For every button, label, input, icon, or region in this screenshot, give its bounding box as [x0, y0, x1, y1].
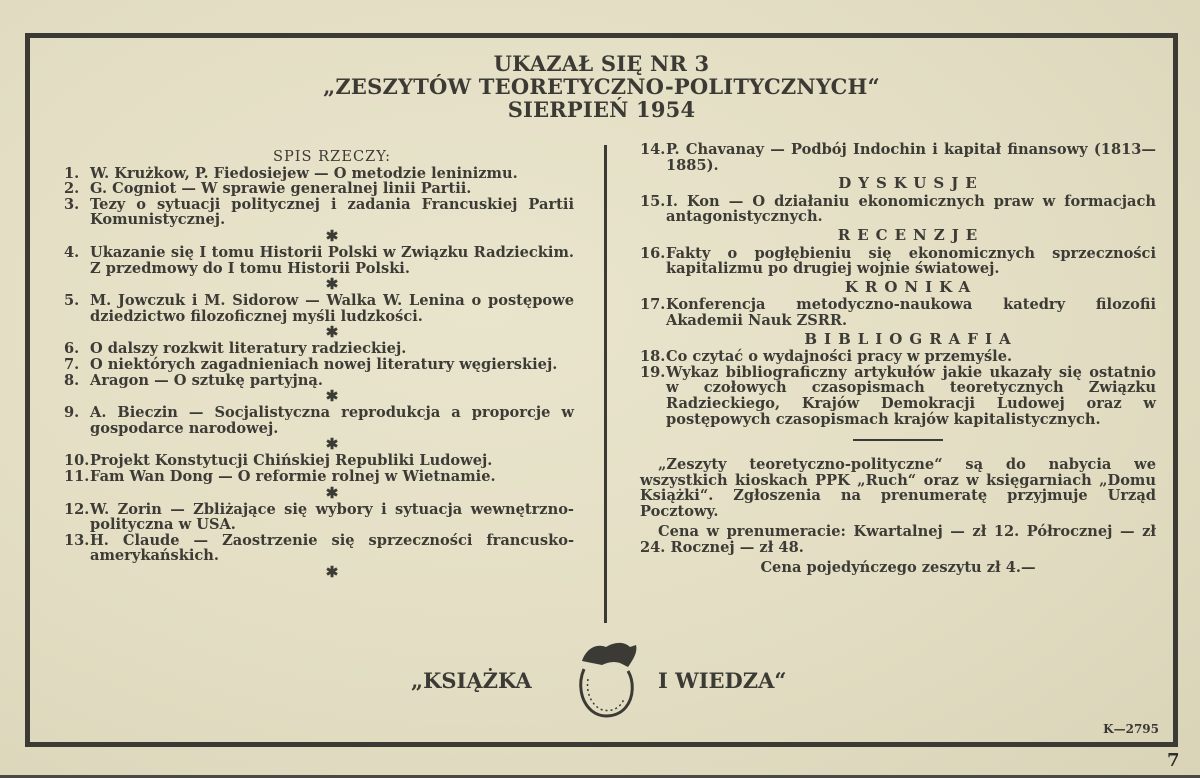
toc-item: 12. W. Zorin — Zbliżające się wybory i sytuacja wewnętrzno-polityczna w USA.	[64, 500, 574, 534]
asterisk-separator-icon: ✱	[325, 226, 339, 245]
toc-item: 6. O dalszy rozkwit literatury radzieckiej.	[64, 340, 407, 358]
toc-right-column	[640, 142, 1156, 575]
toc-item: 3. Tezy o sytuacji politycznej i zadania Francuskiej Partii Komunistycznej.	[64, 195, 574, 229]
section-heading-recenzje: RECENZJE	[837, 225, 985, 244]
availability-note: „Zeszyty teoretyczno-polityczne“ są do nabycia we wszystkich kioskach PPK „Ruch“ oraz w księgarniach „Domu Książki“. Zgłoszenia na prenumeratę przyjmuje Urząd Pocztowy.	[640, 456, 1156, 520]
toc-item: 2. G. Cogniot — W sprawie generalnej linii Partii.	[64, 180, 472, 198]
page-number: 7	[1167, 750, 1180, 771]
publisher-name-left: „KSIĄŻKA	[411, 668, 532, 693]
asterisk-separator-icon: ✱	[325, 275, 339, 294]
toc-item: 18. Co czytać o wydajności pracy w przemyśle.	[640, 348, 1013, 366]
column-divider	[604, 145, 607, 623]
toc-title: SPIS RZECZY:	[272, 148, 392, 165]
single-issue-price: Cena pojedyńczego zeszytu zł 4.—	[760, 558, 1036, 576]
horizontal-rule	[853, 439, 943, 441]
catalog-code: K—2795	[1103, 722, 1159, 736]
header-line-2: „ZESZYTÓW TEORETYCZNO-POLITYCZNYCH“	[323, 74, 880, 99]
asterisk-separator-icon: ✱	[325, 323, 339, 342]
asterisk-separator-icon: ✱	[325, 483, 339, 502]
publisher-name-right: I WIEDZA“	[658, 668, 787, 693]
toc-item: 15. I. Kon — O działaniu ekonomicznych praw w formacjach antagonistycznych.	[640, 192, 1156, 226]
toc-item: 13. H. Claude — Zaostrzenie się sprzeczności francusko-amerykańskich.	[64, 531, 574, 565]
section-heading-dyskusje: DYSKUSJE	[838, 174, 984, 193]
advertisement-frame	[25, 33, 1178, 747]
asterisk-separator-icon: ✱	[325, 562, 339, 581]
publisher-emblem-icon	[572, 639, 644, 719]
header-line-3: SIERPIEŃ 1954	[507, 97, 696, 122]
subscription-prices: Cena w prenumeracie: Kwartalnej — zł 12. Półrocznej — zł 24. Rocznej — zł 48.	[640, 523, 1156, 557]
announcement-header	[30, 52, 1173, 121]
toc-item: 14. P. Chavanay — Podbój Indochin i kapitał finansowy (1813—1885).	[640, 141, 1156, 174]
toc-item: 19. Wykaz bibliograficzny artykułów jakie ukazały się ostatnio w czołowych czasopismach teoretycznych Związku Radzieckiego, Krajów Demokracji Ludowej oraz w postępowych czasopismach krajów kapitalistycznych.	[640, 363, 1156, 428]
toc-item: 17. Konferencja metodyczno-naukowa katedry filozofii Akademii Nauk ZSRR.	[640, 296, 1156, 329]
asterisk-separator-icon: ✱	[325, 387, 339, 406]
toc-item: 7. O niektórych zagadnieniach nowej literatury węgierskiej.	[64, 355, 558, 373]
toc-item: 11. Fam Wan Dong — O reformie rolnej w Wietnamie.	[64, 467, 496, 485]
header-line-1: UKAZAŁ SIĘ NR 3	[493, 51, 710, 76]
section-heading-kronika: KRONIKA	[844, 277, 978, 296]
toc-left-column	[64, 149, 574, 581]
section-heading-bibliografia: BIBLIOGRAFIA	[804, 329, 1018, 348]
toc-item: 16. Fakty o pogłębieniu się ekonomicznych sprzeczności kapitalizmu po drugiej wojnie światowej.	[640, 244, 1156, 278]
toc-item: 1. W. Krużkow, P. Fiedosiejew — O metodzie leninizmu.	[64, 164, 518, 182]
toc-item: 5. M. Jowczuk i M. Sidorow — Walka W. Lenina o postępowe dziedzictwo filozoficznej myśli ludzkości.	[64, 292, 574, 325]
toc-item: 9. A. Bieczin — Socjalistyczna reprodukcja a proporcje w gospodarce narodowej.	[64, 404, 574, 437]
toc-item: 8. Aragon — O sztukę partyjną.	[64, 371, 323, 389]
asterisk-separator-icon: ✱	[325, 435, 339, 454]
toc-item: 10. Projekt Konstytucji Chińskiej Republiki Ludowej.	[64, 452, 493, 470]
toc-item: 4. Ukazanie się I tomu Historii Polski w Związku Radzieckim. Z przedmowy do I tomu Historii Polski.	[64, 243, 574, 277]
